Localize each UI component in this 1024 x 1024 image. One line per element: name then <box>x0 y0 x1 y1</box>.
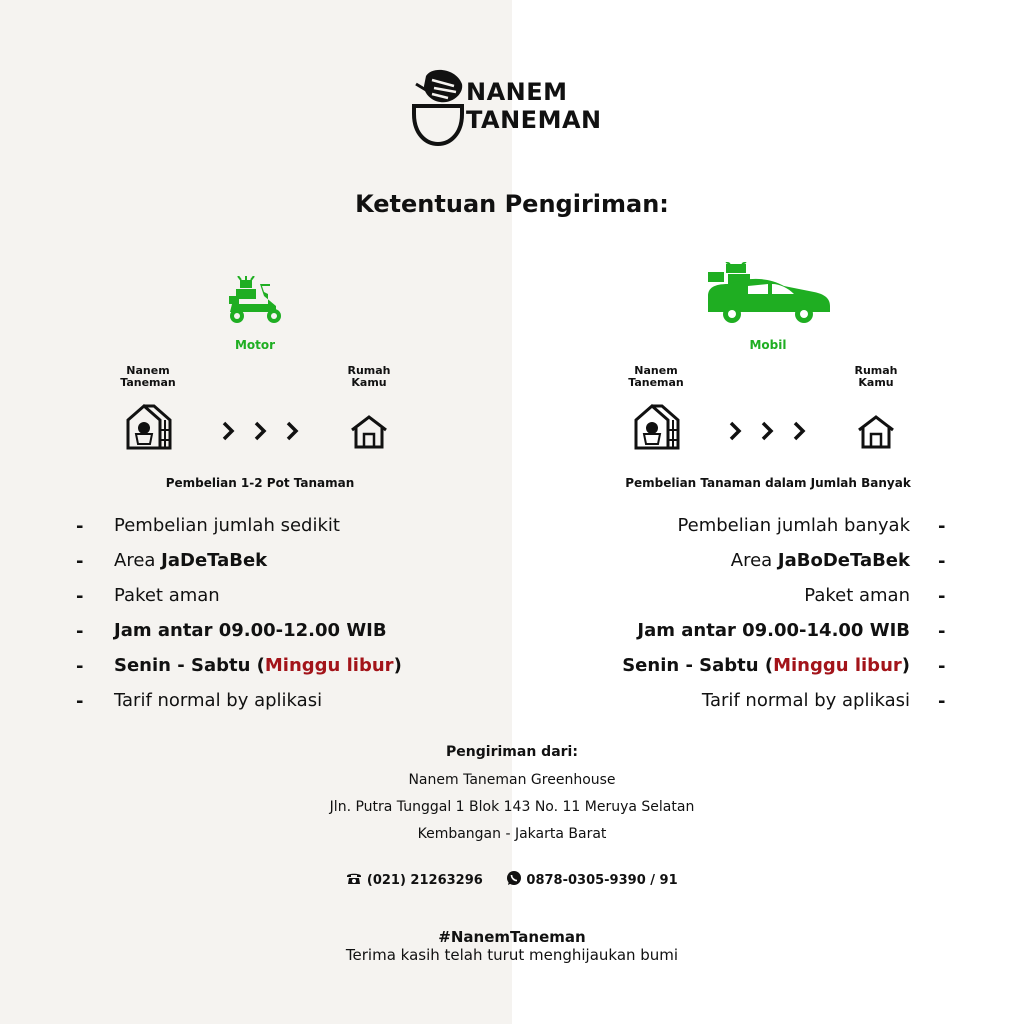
rule-left-6: Tarif normal by aplikasi <box>114 690 323 711</box>
caption-right: Pembelian Tanaman dalam Jumlah Banyak <box>625 476 911 490</box>
bullet-dash: - <box>938 621 946 642</box>
bullet-dash: - <box>938 586 946 607</box>
rule-right-1: Pembelian jumlah banyak <box>677 515 910 536</box>
thanks-message: Terima kasih telah turut menghijaukan bumi <box>345 946 679 964</box>
greenhouse-icon <box>124 402 172 450</box>
rule-right-2: Area JaBoDeTaBek <box>730 550 910 571</box>
vehicle-label-mobil: Mobil <box>749 338 787 352</box>
vehicle-label-motor: Motor <box>234 338 276 352</box>
address-line1: Nanem Taneman Greenhouse <box>408 772 616 788</box>
rule-left-3: Paket aman <box>114 585 220 606</box>
hashtag: #NanemTaneman <box>438 928 586 946</box>
to-label: Rumah Kamu <box>854 364 898 389</box>
rule-right-4: Jam antar 09.00-14.00 WIB <box>637 620 910 641</box>
to-label: Rumah Kamu <box>347 364 391 389</box>
house-icon <box>856 414 896 450</box>
whatsapp-icon <box>506 870 522 890</box>
arrows-icon <box>727 420 811 442</box>
arrows-icon <box>220 420 304 442</box>
house-icon <box>349 414 389 450</box>
brand-line1: NANEM <box>466 78 568 106</box>
from-label: Nanem Taneman <box>628 364 684 389</box>
rule-left-4: Jam antar 09.00-12.00 WIB <box>114 620 387 641</box>
rule-left-5: Senin - Sabtu (Minggu libur) <box>114 655 402 676</box>
page-title: Ketentuan Pengiriman: <box>355 190 669 218</box>
car-icon <box>704 262 832 326</box>
brand-line2: TANEMAN <box>466 106 602 134</box>
from-label: Nanem Taneman <box>120 364 176 389</box>
rule-right-3: Paket aman <box>804 585 910 606</box>
caption-left: Pembelian 1-2 Pot Tanaman <box>165 476 355 490</box>
bullet-dash: - <box>76 621 84 642</box>
bullet-dash: - <box>76 691 84 712</box>
telephone-icon <box>346 871 362 889</box>
bullet-dash: - <box>938 551 946 572</box>
whatsapp-number[interactable]: 0878-0305-9390 / 91 <box>526 872 678 888</box>
greenhouse-icon <box>632 402 680 450</box>
bullet-dash: - <box>76 516 84 537</box>
motorcycle-icon <box>224 276 286 326</box>
shipping-from-title: Pengiriman dari: <box>446 744 578 760</box>
bullet-dash: - <box>938 516 946 537</box>
rule-left-2: Area JaDeTaBek <box>114 550 268 571</box>
bullet-dash: - <box>76 656 84 677</box>
bullet-dash: - <box>938 691 946 712</box>
address-line2: Jln. Putra Tunggal 1 Blok 143 No. 11 Meruya Selatan <box>329 799 695 815</box>
bullet-dash: - <box>76 551 84 572</box>
rule-right-5: Senin - Sabtu (Minggu libur) <box>622 655 910 676</box>
logo-icon <box>410 66 466 148</box>
contact-row <box>0 870 1024 890</box>
bullet-dash: - <box>938 656 946 677</box>
rule-right-6: Tarif normal by aplikasi <box>701 690 910 711</box>
bullet-dash: - <box>76 586 84 607</box>
address-line3: Kembangan - Jakarta Barat <box>417 826 607 842</box>
rule-left-1: Pembelian jumlah sedikit <box>114 515 340 536</box>
phone-number[interactable]: (021) 21263296 <box>366 872 483 888</box>
